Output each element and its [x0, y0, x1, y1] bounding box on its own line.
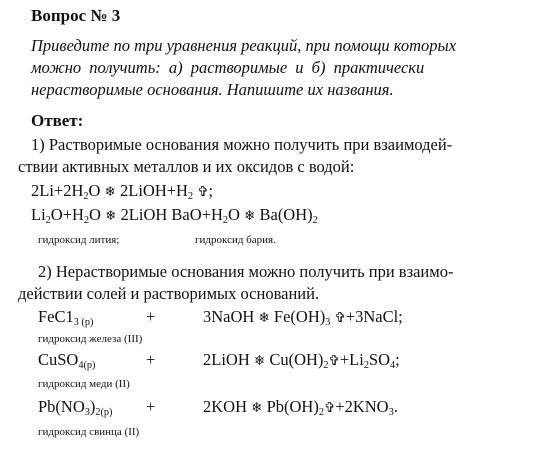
part1-text-line-1: 1) Растворимые основания можно получить при взаимодей- — [31, 135, 453, 154]
question-line-3: нерастворимые основания. Напишите их названия. — [31, 80, 394, 99]
part2-equation-3-rest: 2KOH ❄ $Pb(OH)_2✞+2KNO_3$. — [203, 397, 398, 418]
reaction-arrow-icon: ❄ — [253, 353, 266, 369]
gas-up-arrow-icon: ✞ — [197, 184, 209, 200]
reaction-arrow-icon: ❄ — [104, 184, 116, 200]
precipitate-arrow-icon: ✞ — [334, 310, 346, 326]
part2-equation-3-reactant: $Pb(NO_3)_{2(р)}$ — [38, 397, 113, 418]
part2-equation-1-rest: 3NaOH ❄ $Fe(OH)_3$ ✞+3NaCl; — [203, 307, 403, 328]
compound-name-copper-hydroxide: гидроксид меди (II) — [38, 378, 130, 390]
part1-equation-1: $2Li+2H_2O$ ❄ $2LiOH+H_2$ ✞; — [31, 181, 214, 202]
compound-name-lead-hydroxide: гидроксид свинца (II) — [38, 426, 140, 438]
part2-equation-3-plus: + — [146, 397, 156, 416]
compound-name-lithium-hydroxide: гидроксид лития; — [38, 234, 120, 246]
part2-text-line-2: действии солей и растворимых оснований. — [18, 284, 320, 303]
part1-equation-2: $Li_2O+H_2O$ ❄ 2LiOH $BaO+H_2O$ ❄ $Ba(OH)_2$ — [31, 205, 318, 226]
question-heading: Вопрос № 3 — [31, 6, 121, 25]
part2-equation-2-plus: + — [146, 350, 156, 369]
answer-label: Ответ: — [31, 111, 84, 130]
reaction-arrow-icon: ❄ — [258, 310, 270, 326]
reaction-arrow-icon: ❄ — [244, 208, 256, 224]
precipitate-arrow-icon: ✞ — [323, 400, 336, 416]
question-line-1: Приведите по три уравнения реакций, при помощи которых — [31, 36, 457, 55]
part2-equation-2-reactant: CuSO$_{4(р)}$ — [38, 350, 96, 371]
part2-text-line-1: 2) Нерастворимые основания можно получить при взаимо- — [38, 262, 454, 281]
compound-name-iron-hydroxide: гидроксид железа (III) — [38, 333, 143, 345]
part1-text-line-2: ствии активных металлов и их оксидов с водой: — [18, 157, 355, 176]
part2-equation-1-reactant: $FeC1_{3 (р)}$ — [38, 307, 94, 328]
part2-equation-2-rest: 2LiOH ❄ $Cu(OH)_2✞+Li_2SO_4$; — [203, 350, 400, 371]
part2-equation-1-plus: + — [146, 307, 156, 326]
reaction-arrow-icon: ❄ — [105, 208, 117, 224]
reaction-arrow-icon: ❄ — [251, 400, 263, 416]
compound-name-barium-hydroxide: гидроксид бария. — [195, 234, 276, 246]
precipitate-arrow-icon: ✞ — [328, 353, 340, 369]
question-line-2: можно получить: а) растворимые и б) практически — [31, 58, 425, 77]
